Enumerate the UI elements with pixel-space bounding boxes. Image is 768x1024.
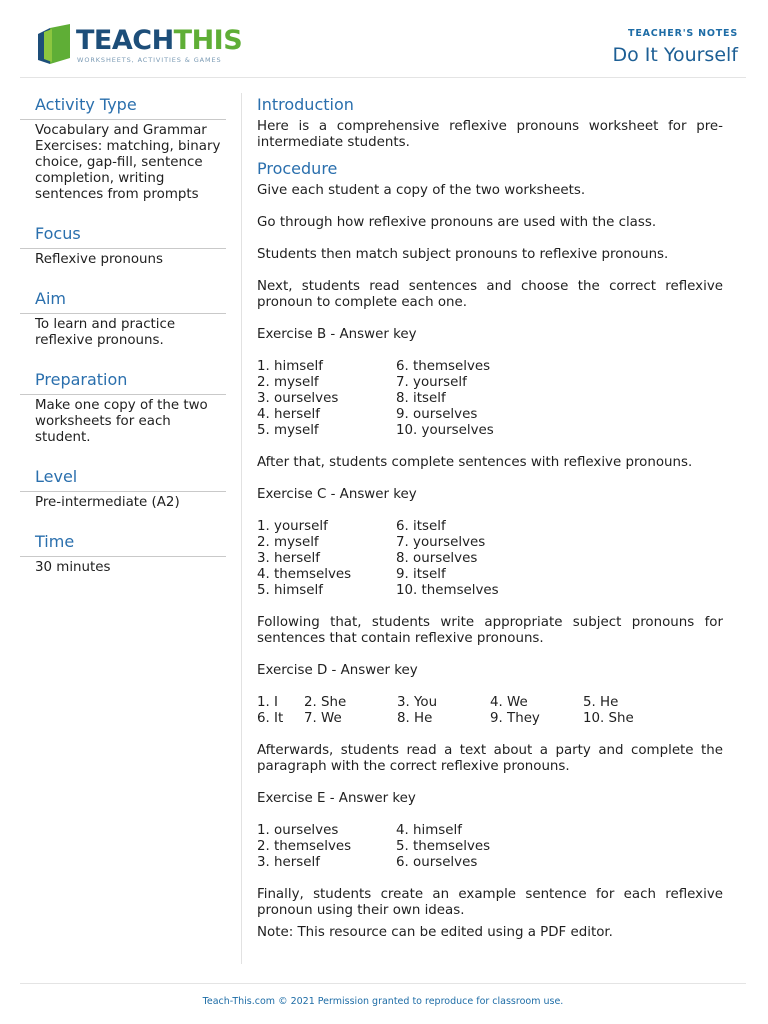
answer-item: 4. herself — [257, 407, 320, 422]
answer-item: 1. yourself — [257, 519, 328, 534]
exercise-e-answer-key — [257, 823, 723, 871]
editing-note: Note: This resource can be edited using a PDF editor. — [257, 925, 613, 940]
answer-row — [257, 839, 723, 855]
section-title: Aim — [20, 287, 226, 314]
section-title: Level — [20, 465, 226, 492]
answer-item: 5. myself — [257, 423, 319, 438]
book-icon — [36, 24, 72, 66]
logo-tagline: WORKSHEETS, ACTIVITIES & GAMES — [77, 56, 222, 64]
preparation-section — [20, 368, 226, 446]
answer-item: 9. ourselves — [396, 407, 478, 422]
sidebar — [20, 93, 226, 595]
activity-type-section — [20, 93, 226, 203]
section-body: To learn and practice reflexive pronouns. — [35, 317, 176, 348]
exercise-c-answer-key — [257, 519, 723, 599]
procedure-paragraph: Finally, students create an example sentence for each reflexive pronoun using their own ideas. — [257, 887, 723, 918]
section-title: Focus — [20, 222, 226, 249]
answer-row — [257, 551, 723, 567]
section-body: Make one copy of the two worksheets for each student. — [35, 398, 208, 445]
exercise-b-answer-key — [257, 359, 723, 439]
answer-item: 1. himself — [257, 359, 323, 374]
answer-item: 6. ourselves — [396, 855, 478, 870]
answer-item: 9. They — [490, 711, 540, 726]
answer-row — [257, 567, 723, 583]
introduction-text: Here is a comprehensive reflexive pronouns worksheet for pre-intermediate students. — [257, 119, 723, 150]
answer-row — [257, 407, 723, 423]
answer-item: 7. yourself — [396, 375, 467, 390]
answer-row — [257, 519, 723, 535]
answer-item: 4. themselves — [257, 567, 352, 582]
section-body: Vocabulary and Grammar Exercises: matching, binary choice, gap-fill, sentence completion, writing sentences from prompts — [35, 123, 221, 202]
answer-item: 6. itself — [396, 519, 446, 534]
answer-item: 3. ourselves — [257, 391, 339, 406]
answer-row — [257, 375, 723, 391]
notes-label: TEACHER'S NOTES — [628, 28, 738, 39]
answer-item: 3. herself — [257, 551, 320, 566]
answer-row — [257, 711, 723, 727]
page-header — [20, 0, 746, 78]
main-content — [257, 93, 723, 957]
section-title: Time — [20, 530, 226, 557]
answer-item: 10. She — [583, 711, 634, 726]
answer-row — [257, 391, 723, 407]
answer-item: 8. He — [397, 711, 433, 726]
logo-wordmark: TEACHTHIS — [76, 25, 243, 56]
introduction-heading: Introduction — [257, 95, 354, 114]
exercise-d-title: Exercise D - Answer key — [257, 663, 418, 678]
answer-row — [257, 583, 723, 599]
answer-row — [257, 823, 723, 839]
exercise-e-title: Exercise E - Answer key — [257, 791, 416, 806]
answer-row — [257, 423, 723, 439]
answer-item: 4. We — [490, 695, 528, 710]
aim-section — [20, 287, 226, 349]
answer-row — [257, 855, 723, 871]
answer-row — [257, 359, 723, 375]
section-title: Preparation — [20, 368, 226, 395]
procedure-heading: Procedure — [257, 159, 338, 178]
answer-item: 2. themselves — [257, 839, 352, 854]
answer-item: 3. herself — [257, 855, 320, 870]
focus-section — [20, 222, 226, 268]
column-divider — [241, 93, 242, 964]
page-title: Do It Yourself — [612, 44, 738, 66]
answer-item: 10. yourselves — [396, 423, 494, 438]
procedure-paragraph: Following that, students write appropriate subject pronouns for sentences that contain reflexive pronouns. — [257, 615, 723, 646]
answer-item: 5. He — [583, 695, 619, 710]
answer-item: 1. I — [257, 695, 278, 710]
section-body: Pre-intermediate (A2) — [35, 495, 180, 510]
teach-this-logo[interactable] — [36, 22, 246, 70]
answer-item: 7. yourselves — [396, 535, 486, 550]
footer — [20, 983, 746, 1007]
answer-item: 9. itself — [396, 567, 446, 582]
section-title: Activity Type — [20, 93, 226, 120]
answer-row — [257, 535, 723, 551]
procedure-paragraph: After that, students complete sentences with reflexive pronouns. — [257, 455, 693, 470]
procedure-paragraph: Give each student a copy of the two worksheets. — [257, 183, 586, 198]
answer-item: 3. You — [397, 695, 438, 710]
answer-item: 1. ourselves — [257, 823, 339, 838]
procedure-paragraph: Go through how reflexive pronouns are used with the class. — [257, 215, 657, 230]
procedure-paragraph: Students then match subject pronouns to reflexive pronouns. — [257, 247, 669, 262]
level-section — [20, 465, 226, 511]
answer-item: 2. She — [304, 695, 347, 710]
answer-item: 4. himself — [396, 823, 462, 838]
answer-item: 5. himself — [257, 583, 323, 598]
answer-item: 8. itself — [396, 391, 446, 406]
answer-item: 2. myself — [257, 375, 319, 390]
time-section — [20, 530, 226, 576]
answer-item: 6. It — [257, 711, 284, 726]
exercise-b-title: Exercise B - Answer key — [257, 327, 417, 342]
answer-item: 7. We — [304, 711, 342, 726]
answer-item: 5. themselves — [396, 839, 491, 854]
procedure-paragraph: Afterwards, students read a text about a party and complete the paragraph with the correct reflexive pronouns. — [257, 743, 723, 774]
answer-item: 8. ourselves — [396, 551, 478, 566]
answer-row — [257, 695, 723, 711]
section-body: 30 minutes — [35, 560, 111, 575]
exercise-c-title: Exercise C - Answer key — [257, 487, 417, 502]
copyright-text: Teach-This.com © 2021 Permission granted to reproduce for classroom use. — [202, 996, 564, 1007]
answer-item: 6. themselves — [396, 359, 491, 374]
procedure-paragraph: Next, students read sentences and choose the correct reflexive pronoun to complete each one. — [257, 279, 723, 310]
answer-item: 10. themselves — [396, 583, 499, 598]
exercise-d-answer-key — [257, 695, 723, 727]
answer-item: 2. myself — [257, 535, 319, 550]
section-body: Reflexive pronouns — [35, 252, 163, 267]
